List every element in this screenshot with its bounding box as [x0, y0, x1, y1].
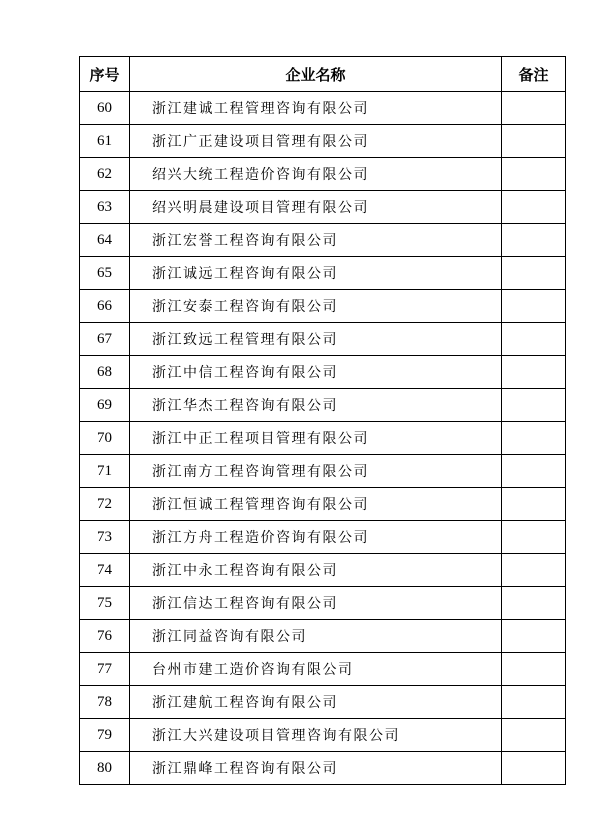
company-name: 浙江建诚工程管理咨询有限公司 [130, 92, 502, 125]
table-row [80, 521, 566, 554]
row-number: 69 [80, 389, 130, 422]
company-name: 浙江华杰工程咨询有限公司 [130, 389, 502, 422]
table-row [80, 455, 566, 488]
table-row [80, 587, 566, 620]
company-name: 浙江建航工程咨询有限公司 [130, 686, 502, 719]
header-row [80, 57, 566, 92]
table-row [80, 224, 566, 257]
table-row [80, 653, 566, 686]
table-row [80, 752, 566, 785]
company-name: 绍兴大统工程造价咨询有限公司 [130, 158, 502, 191]
table-header [80, 57, 566, 92]
company-name: 台州市建工造价咨询有限公司 [130, 653, 502, 686]
row-number: 80 [80, 752, 130, 785]
row-number: 67 [80, 323, 130, 356]
company-name: 绍兴明晨建设项目管理有限公司 [130, 191, 502, 224]
row-note [502, 191, 566, 224]
row-number: 76 [80, 620, 130, 653]
row-note [502, 686, 566, 719]
company-name: 浙江宏誉工程咨询有限公司 [130, 224, 502, 257]
row-number: 79 [80, 719, 130, 752]
company-name: 浙江南方工程咨询管理有限公司 [130, 455, 502, 488]
row-number: 68 [80, 356, 130, 389]
row-number: 77 [80, 653, 130, 686]
row-number: 66 [80, 290, 130, 323]
table-row [80, 125, 566, 158]
row-number: 65 [80, 257, 130, 290]
company-table [79, 56, 566, 785]
row-note [502, 125, 566, 158]
row-note [502, 653, 566, 686]
row-note [502, 422, 566, 455]
row-note [502, 554, 566, 587]
row-number: 63 [80, 191, 130, 224]
header-number: 序号 [80, 57, 130, 92]
company-name: 浙江信达工程咨询有限公司 [130, 587, 502, 620]
company-name: 浙江大兴建设项目管理咨询有限公司 [130, 719, 502, 752]
company-name: 浙江安泰工程咨询有限公司 [130, 290, 502, 323]
row-note [502, 620, 566, 653]
row-number: 64 [80, 224, 130, 257]
company-name: 浙江同益咨询有限公司 [130, 620, 502, 653]
table-row [80, 719, 566, 752]
row-number: 62 [80, 158, 130, 191]
table-body [80, 92, 566, 785]
row-number: 73 [80, 521, 130, 554]
row-note [502, 719, 566, 752]
row-number: 61 [80, 125, 130, 158]
row-number: 78 [80, 686, 130, 719]
row-note [502, 521, 566, 554]
table-row [80, 323, 566, 356]
table-row [80, 158, 566, 191]
row-note [502, 389, 566, 422]
row-number: 60 [80, 92, 130, 125]
table-row [80, 686, 566, 719]
table-row [80, 290, 566, 323]
row-number: 71 [80, 455, 130, 488]
table-row [80, 554, 566, 587]
header-company: 企业名称 [130, 57, 502, 92]
row-number: 74 [80, 554, 130, 587]
table-row [80, 620, 566, 653]
header-note: 备注 [502, 57, 566, 92]
row-note [502, 92, 566, 125]
table-row [80, 257, 566, 290]
company-name: 浙江鼎峰工程咨询有限公司 [130, 752, 502, 785]
row-note [502, 587, 566, 620]
row-note [502, 323, 566, 356]
table-row [80, 389, 566, 422]
row-note [502, 290, 566, 323]
table-row [80, 488, 566, 521]
row-note [502, 158, 566, 191]
company-name: 浙江诚远工程咨询有限公司 [130, 257, 502, 290]
row-number: 72 [80, 488, 130, 521]
company-name: 浙江中永工程咨询有限公司 [130, 554, 502, 587]
row-note [502, 356, 566, 389]
row-note [502, 224, 566, 257]
table-row [80, 191, 566, 224]
row-note [502, 455, 566, 488]
company-name: 浙江中正工程项目管理有限公司 [130, 422, 502, 455]
row-note [502, 257, 566, 290]
table-row [80, 356, 566, 389]
table-row [80, 422, 566, 455]
company-name: 浙江广正建设项目管理有限公司 [130, 125, 502, 158]
table-row [80, 92, 566, 125]
company-name: 浙江中信工程咨询有限公司 [130, 356, 502, 389]
company-name: 浙江方舟工程造价咨询有限公司 [130, 521, 502, 554]
row-note [502, 488, 566, 521]
company-name: 浙江恒诚工程管理咨询有限公司 [130, 488, 502, 521]
row-note [502, 752, 566, 785]
row-number: 75 [80, 587, 130, 620]
company-name: 浙江致远工程管理有限公司 [130, 323, 502, 356]
row-number: 70 [80, 422, 130, 455]
